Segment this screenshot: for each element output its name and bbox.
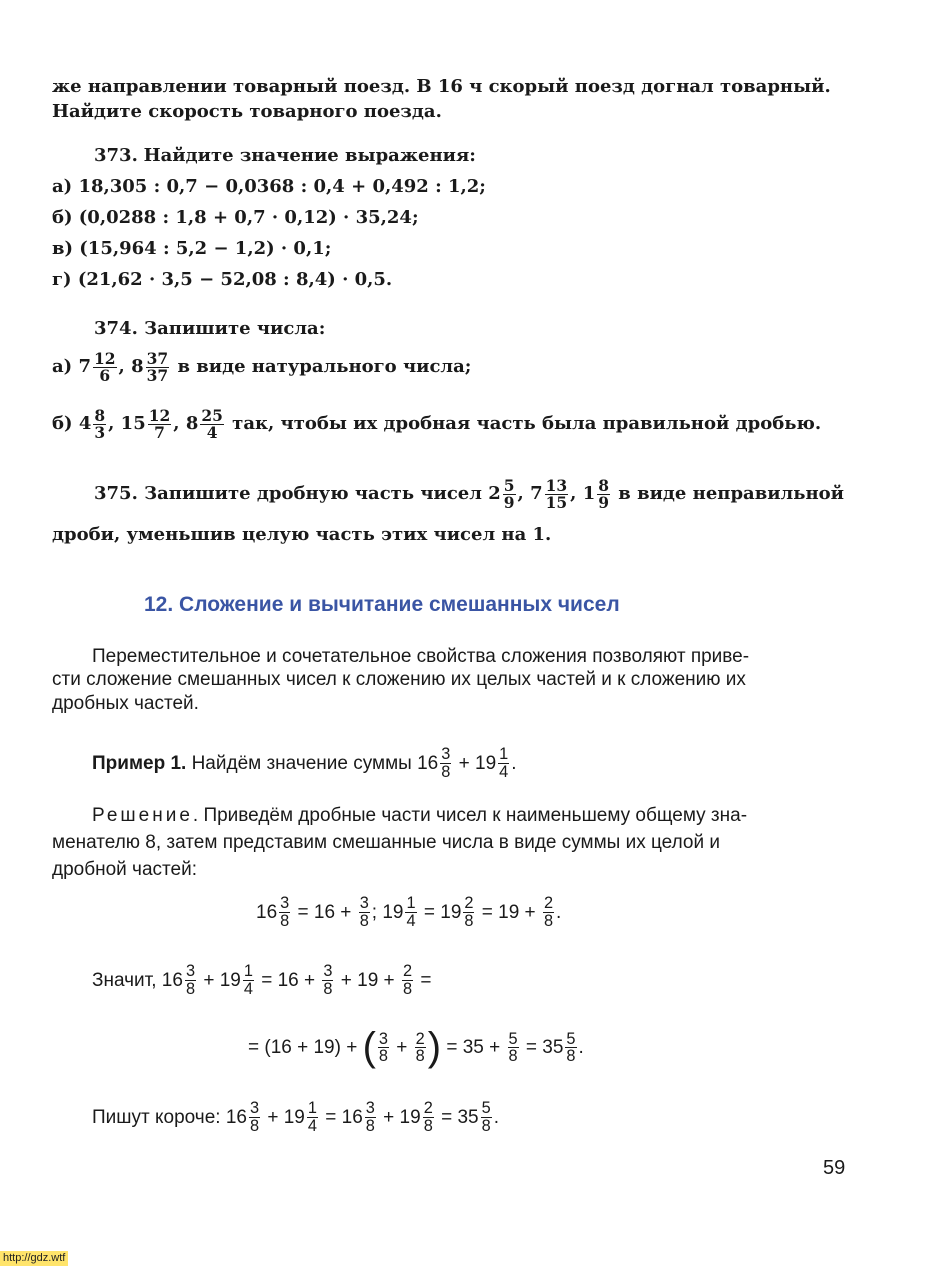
fraction: $\frac{1}{4}$ (243, 962, 253, 998)
fraction: $\frac{12}{6}$ (94, 349, 116, 385)
fraction: $\frac{37}{37}$ (146, 349, 169, 385)
paragraph-line-1: Переместительное и сочетательное свойства сложения позволяют приве- (92, 646, 750, 667)
problem-number: 373. (94, 145, 138, 166)
problem-374-a: а) 7 $\frac{12}{6}$ , 8 $\frac{37}{37}$ в виде натурального числа; (52, 349, 472, 385)
equation-2: Значит, 16 $\frac{3}{8}$ + 19 $\frac{1}{4}$ = 16 + $\frac{3}{8}$ + 19 + $\frac{2}{8}$ = (92, 962, 432, 998)
fraction: $\frac{5}{8}$ (481, 1099, 491, 1135)
fraction: $\frac{3}{8}$ (378, 1029, 388, 1066)
intro-line-2: Найдите скорость товарного поезда. (52, 101, 442, 122)
fraction: $\frac{3}{8}$ (185, 962, 196, 998)
fraction: $\frac{1}{4}$ (307, 1099, 317, 1135)
fraction: $\frac{3}{8}$ (280, 894, 290, 930)
problem-373-title: 373. Найдите значение выражения: (94, 145, 476, 166)
fraction: $\frac{3}{8}$ (249, 1099, 260, 1135)
problem-number: 374. (94, 318, 138, 339)
fraction: $\frac{3}{8}$ (441, 745, 451, 781)
fraction: $\frac{1}{4}$ (499, 745, 509, 781)
fraction: $\frac{8}{3}$ (94, 406, 106, 442)
problem-373-b: б) (0,0288 : 1,8 + 0,7 · 0,12) · 35,24; (52, 207, 419, 228)
solution-word: Решение (92, 805, 193, 826)
fraction: $\frac{8}{9}$ (598, 476, 610, 512)
fraction: $\frac{2}{8}$ (543, 894, 554, 930)
intro-line-1: же направлении товарный поезд. В 16 ч скорый поезд догнал товарный. (52, 76, 831, 97)
fraction: $\frac{25}{4}$ (201, 406, 223, 442)
solution-line-2: менателю 8, затем представим смешанные числа в виде суммы их целой и (52, 832, 720, 853)
problem-374-title: 374. Запишите числа: (94, 318, 326, 339)
fraction: $\frac{2}{8}$ (423, 1099, 433, 1135)
equation-4: Пишут короче: 16 $\frac{3}{8}$ + 19 $\frac{1}{4}$ = 16 $\frac{3}{8}$ + 19 $\frac{2}{8}$ = 35 $\frac{5}{8}$ . (92, 1099, 499, 1135)
fraction: $\frac{2}{8}$ (402, 962, 413, 998)
page-number: 59 (823, 1157, 846, 1179)
fraction: $\frac{2}{8}$ (464, 894, 474, 930)
problem-373-a: а) 18,305 : 0,7 − 0,0368 : 0,4 + 0,492 : 1,2; (52, 176, 486, 197)
problem-373-c: в) (15,964 : 5,2 − 1,2) · 0,1; (52, 238, 332, 259)
problem-375-line-1: 375. Запишите дробную часть чисел 2 $\frac{5}{9}$ , 7 $\frac{13}{15}$ , 1 $\frac{8}{9}$ в виде неправильной (94, 476, 844, 512)
problem-375-line-2: дроби, уменьшив целую часть этих чисел на 1. (52, 524, 552, 545)
fraction: $\frac{5}{8}$ (508, 1029, 518, 1066)
fraction: $\frac{2}{8}$ (415, 1029, 425, 1066)
example-1: Пример 1. Найдём значение суммы 16 $\frac{3}{8}$ + 19 $\frac{1}{4}$ . (92, 745, 517, 781)
fraction: $\frac{12}{7}$ (148, 406, 171, 442)
fraction: $\frac{3}{8}$ (359, 894, 369, 930)
section-heading: 12. Сложение и вычитание смешанных чисел (144, 593, 620, 616)
example-label: Пример 1. (92, 752, 187, 774)
solution-line-3: дробной частей: (52, 859, 197, 880)
solution-line-1: Решение. Приведём дробные части чисел к наименьшему общему зна- (92, 805, 748, 826)
paragraph-line-3: дробных частей. (52, 693, 199, 714)
watermark-link[interactable]: http://gdz.wtf (0, 1251, 68, 1266)
problem-number: 375. (94, 483, 138, 505)
problem-373-d: г) (21,62 · 3,5 − 52,08 : 8,4) · 0,5. (52, 269, 393, 290)
equation-3: = (16 + 19) + ( $\frac{3}{8}$ + $\frac{2}{8}$ ) = 35 + $\frac{5}{8}$ = 35 $\frac{5}{8}$ . (248, 1025, 584, 1069)
fraction: $\frac{3}{8}$ (323, 962, 333, 998)
fraction: $\frac{3}{8}$ (365, 1099, 375, 1135)
paragraph-line-2: сти сложение смешанных чисел к сложению их целых частей и к сложению их (52, 669, 746, 690)
fraction: $\frac{13}{15}$ (545, 476, 568, 512)
problem-374-b: б) 4 $\frac{8}{3}$ , 15 $\frac{12}{7}$ , 8 $\frac{25}{4}$ так, чтобы их дробная часть была правильной дробью. (52, 406, 822, 442)
fraction: $\frac{5}{9}$ (503, 476, 515, 512)
fraction: $\frac{5}{8}$ (566, 1029, 576, 1066)
fraction: $\frac{1}{4}$ (406, 894, 416, 930)
equation-1: 16 $\frac{3}{8}$ = 16 + $\frac{3}{8}$ ; 19 $\frac{1}{4}$ = 19 $\frac{2}{8}$ = 19 + $\frac{2}{8}$ . (256, 894, 562, 930)
